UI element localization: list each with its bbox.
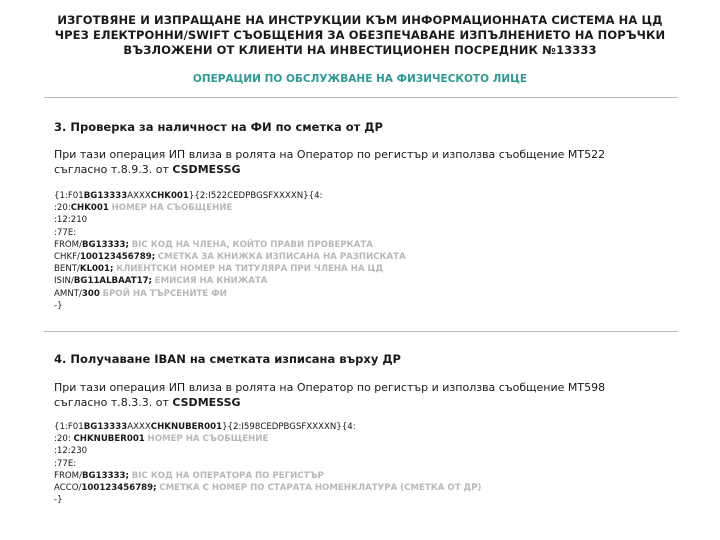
section-3-code-block bbox=[54, 190, 684, 312]
title-line-2: ЧРЕЗ ЕЛЕКТРОННИ/SWIFT СЪОБЩЕНИЯ ЗА ОБЕЗПЕЧАВАНЕ ИЗПЪЛНЕНИЕТО НА ПОРЪЧКИ bbox=[54, 28, 666, 42]
code-token: }{2:I598CEDPBGSFXXXXN}{4: bbox=[222, 422, 356, 432]
code-token: FROM/ bbox=[54, 470, 82, 481]
code-line bbox=[54, 202, 684, 214]
section-3-desc-line-1: При тази операция ИП влиза в ролята на Оператор по регистър и използва съобщение MT522 bbox=[54, 148, 606, 161]
code-annotation: БРОЙ НА ТЪРСЕНИТЕ ФИ bbox=[102, 288, 227, 299]
code-token: ISIN/ bbox=[54, 276, 74, 287]
code-token: CHKNUBER001 bbox=[73, 434, 145, 445]
code-token: 100123456789; bbox=[79, 252, 156, 263]
code-token: CHKNUBER001 bbox=[150, 422, 223, 432]
code-annotation: BIC КОД НА ОПЕРАТОРА ПО РЕГИСТЪР bbox=[131, 470, 324, 481]
section-4-heading: 4. Получаване IBAN на сметката изписана върху ДР bbox=[54, 352, 401, 366]
code-token: AXXX bbox=[127, 191, 151, 201]
code-line: :77E: bbox=[54, 227, 77, 238]
code-token: KL001; bbox=[79, 264, 114, 275]
code-token: BENT/ bbox=[54, 264, 80, 275]
code-token: BG13333 bbox=[83, 191, 128, 201]
code-line bbox=[54, 239, 684, 251]
code-line bbox=[54, 275, 684, 287]
section-subtitle: ОПЕРАЦИИ ПО ОБСЛУЖВАНЕ НА ФИЗИЧЕСКОТО ЛИЦЕ bbox=[192, 73, 528, 85]
code-token: ACCO/ bbox=[54, 483, 82, 494]
code-annotation: СМЕТКА С НОМЕР ПО СТАРАТА НОМЕНКЛАТУРА (СМЕТКА ОТ ДР) bbox=[159, 483, 482, 494]
code-line bbox=[54, 288, 684, 300]
code-line bbox=[54, 251, 684, 263]
code-token: BG13333 bbox=[83, 422, 128, 432]
code-token: AMNT/ bbox=[54, 288, 82, 299]
code-token: BG11ALBAAT17; bbox=[73, 276, 152, 287]
code-token: FROM/ bbox=[54, 239, 82, 250]
code-token: 300 bbox=[81, 288, 100, 299]
section-4-desc-prefix: съгласно т.8.3.3. от bbox=[54, 396, 173, 409]
code-line: :12:230 bbox=[54, 446, 88, 457]
code-token: BG13333; bbox=[82, 239, 129, 250]
code-token: {1:F01 bbox=[54, 422, 84, 432]
code-line bbox=[54, 433, 684, 445]
section-4-code-block bbox=[54, 421, 684, 506]
code-line bbox=[54, 263, 684, 275]
code-annotation: НОМЕР НА СЪОБЩЕНИЕ bbox=[147, 434, 269, 445]
code-line bbox=[54, 482, 684, 494]
section-4-description bbox=[54, 380, 674, 410]
section-4-desc-line-1: При тази операция ИП влиза в ролята на Оператор по регистър и използва съобщение MT598 bbox=[54, 381, 606, 394]
code-line bbox=[54, 190, 684, 202]
section-3-heading: 3. Проверка за наличност на ФИ по сметка от ДР bbox=[54, 120, 383, 134]
code-line: :12:210 bbox=[54, 215, 88, 226]
code-line bbox=[54, 470, 684, 482]
code-token: :20: bbox=[54, 203, 71, 214]
divider-middle bbox=[44, 331, 678, 332]
document-title bbox=[0, 13, 720, 58]
section-3-desc-ref: CSDMESSG bbox=[172, 163, 241, 176]
code-annotation: BIC КОД НА ЧЛЕНА, КОЙТО ПРАВИ ПРОВЕРКАТА bbox=[131, 239, 373, 250]
code-token: CHK001 bbox=[150, 191, 189, 201]
code-line: -} bbox=[54, 495, 63, 506]
code-token: BG13333; bbox=[82, 470, 129, 481]
code-annotation: ЕМИСИЯ НА КНИЖАТА bbox=[154, 276, 268, 287]
section-3-desc-prefix: съгласно т.8.9.3. от bbox=[54, 163, 173, 176]
divider-top bbox=[44, 97, 678, 98]
section-4-desc-ref: CSDMESSG bbox=[172, 396, 241, 409]
title-line-1: ИЗГОТВЯНЕ И ИЗПРАЩАНЕ НА ИНСТРУКЦИИ КЪМ ИНФОРМАЦИОННАТА СИСТЕМА НА ЦД bbox=[57, 13, 663, 27]
code-token: CHKF/ bbox=[54, 252, 80, 263]
code-token: }{2:I522CEDPBGSFXXXXN}{4: bbox=[188, 191, 323, 201]
code-token: CHK001 bbox=[70, 203, 109, 214]
code-line: -} bbox=[54, 300, 63, 311]
title-line-3: ВЪЗЛОЖЕНИ ОТ КЛИЕНТИ НА ИНВЕСТИЦИОНЕН ПОСРЕДНИК №13333 bbox=[123, 43, 597, 57]
section-4-desc-line-2 bbox=[54, 395, 674, 410]
code-line bbox=[54, 421, 684, 433]
code-annotation: КЛИЕНТСКИ НОМЕР НА ТИТУЛЯРА ПРИ ЧЛЕНА НА ЦД bbox=[116, 264, 384, 275]
code-token: 100123456789; bbox=[81, 483, 157, 494]
code-token: :20: bbox=[54, 434, 74, 445]
section-3-desc-line-2 bbox=[54, 162, 674, 177]
code-annotation: НОМЕР НА СЪОБЩЕНИЕ bbox=[111, 203, 233, 214]
code-token: AXXX bbox=[127, 422, 151, 432]
section-3-description bbox=[54, 147, 674, 177]
code-line: :77E: bbox=[54, 458, 77, 469]
code-token: {1:F01 bbox=[54, 191, 84, 201]
code-annotation: СМЕТКА ЗА КНИЖКА ИЗПИСАНА НА РАЗПИСКАТА bbox=[157, 252, 406, 263]
